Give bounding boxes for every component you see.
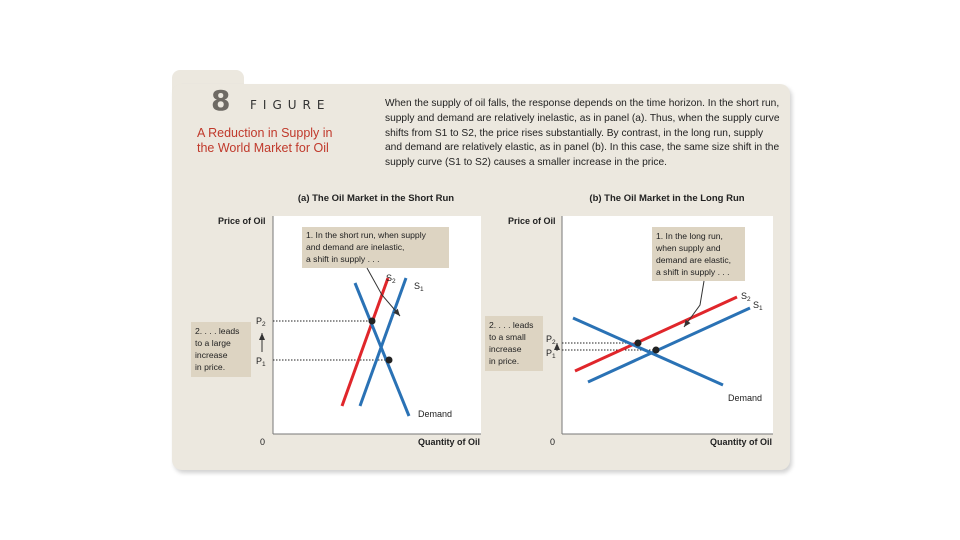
- panel-b-p1-label: $P_1$: [546, 348, 556, 360]
- panel-b-origin: 0: [550, 437, 556, 447]
- panel-a-p2-label: $P_2$: [256, 316, 266, 328]
- panel-a-demand-label: Demand: [418, 409, 453, 419]
- figure-number: 8: [211, 84, 231, 117]
- panel-b-p2-label: $P_2$: [546, 334, 556, 346]
- panel-a-p1-label: $P_1$: [256, 356, 266, 368]
- figure-caption: When the supply of oil falls, the response depends on the time horizon. In the short run, supply and demand are relatively inelastic, as in panel (a). Thus, when the supply curve shifts from S1 to S2, the price rises substantially. By contrast, in the long run, supply and demand are relatively elastic, as in panel (b). In this case, the same size shift in the supply curve (S1 to S2) causes a smaller increase in the price.: [385, 98, 780, 169]
- panel-a-note-price: 2. . . . leads to a large increase in price.: [195, 326, 240, 372]
- panel-b-title: (b) The Oil Market in the Long Run: [589, 193, 745, 204]
- panel-a-s1-label: $S_1$: [414, 281, 424, 293]
- panel-a-title: (a) The Oil Market in the Short Run: [297, 193, 455, 204]
- figure-label: FIGURE: [250, 98, 331, 112]
- panel-a-note-shift: 1. In the short run, when supply and demand are inelastic, a shift in supply . . .: [306, 230, 426, 264]
- panel-a-s2-label: $S_2$: [386, 273, 396, 285]
- panel-b: [485, 193, 773, 447]
- panel-a-new-equilibrium: [369, 318, 376, 325]
- panel-a-old-equilibrium: [386, 357, 393, 364]
- panel-b-new-equilibrium: [635, 340, 642, 347]
- panel-b-demand-label: Demand: [728, 393, 763, 403]
- panel-b-x-axis-label: Quantity of Oil: [710, 437, 772, 447]
- panel-b-s1-label: $S_1$: [753, 300, 763, 312]
- panel-a: [191, 193, 481, 447]
- panel-a-origin: 0: [260, 437, 266, 447]
- panel-b-s2-label: $S_2$: [741, 291, 751, 303]
- panel-b-old-equilibrium: [653, 347, 660, 354]
- panel-b-note-price: 2. . . . leads to a small increase in price.: [489, 320, 534, 366]
- panel-a-y-axis-label: Price of Oil: [218, 216, 266, 226]
- panel-b-note-shift: 1. In the long run, when supply and demand are elastic, a shift in supply . . .: [656, 231, 731, 277]
- panel-a-x-axis-label: Quantity of Oil: [418, 437, 480, 447]
- figure-title: A Reduction in Supply in the World Market for Oil: [197, 126, 333, 155]
- panel-b-y-axis-label: Price of Oil: [508, 216, 556, 226]
